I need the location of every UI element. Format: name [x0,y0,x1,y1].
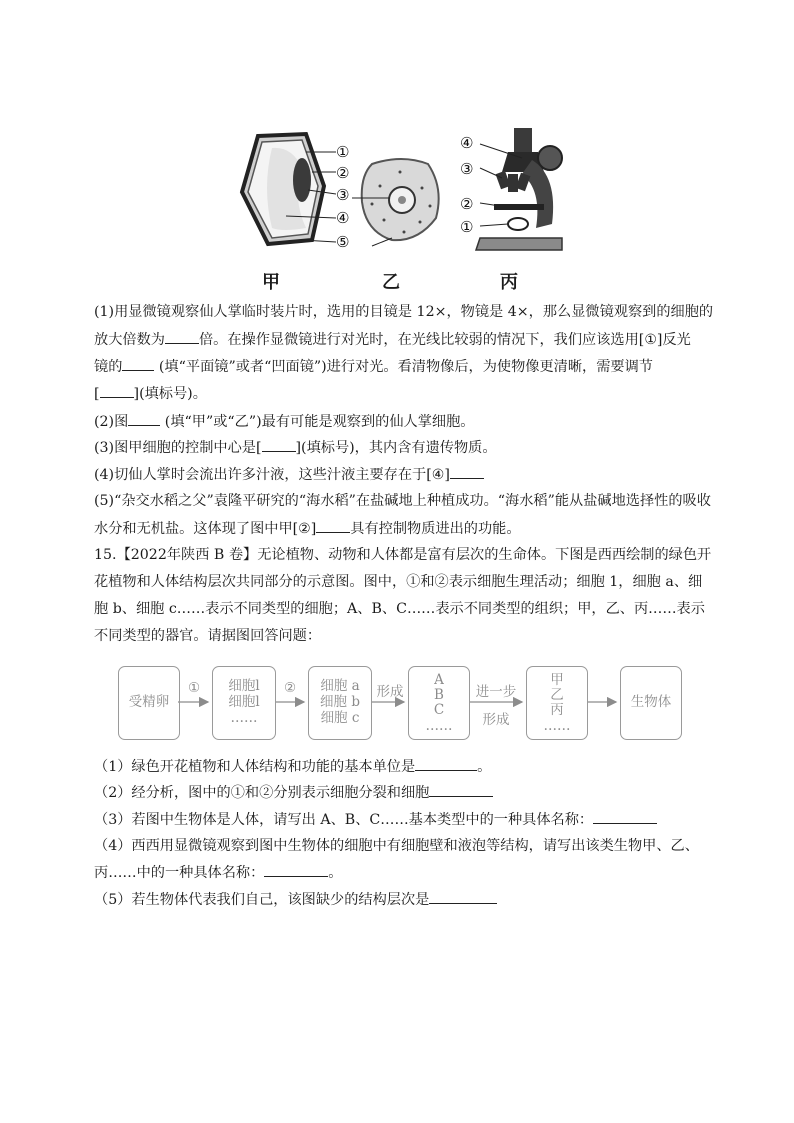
answer-blank[interactable] [128,411,160,426]
label-bing: 丙 [500,272,518,293]
flow-box-cells: 细胞l 细胞l …… [212,666,276,740]
answer-blank[interactable] [262,437,296,452]
q14-line-2: 放大倍数为 倍。在操作显微镜进行对光时，在光线比较弱的情况下，我们应该选用[①]反光 [94,329,691,350]
q15-sub-2: （2）经分析，图中的①和②分别表示细胞分裂和细胞 [94,782,493,803]
q14-line-8: (5)“杂交水稻之父”袁隆平研究的“海水稻”在盐碱地上种植成功。“海水稻”能从盐碱地选择性的吸收 [94,493,711,509]
answer-blank[interactable] [122,356,154,371]
q14-line-3: 镜的 (填“平面镜”或者“凹面镜”)进行对光。看清物像后，为使物像更清晰，需要调节 [94,356,653,377]
answer-blank[interactable] [100,383,134,398]
q14-line-5: (2)图 (填“甲”或“乙”)最有可能是观察到的仙人掌细胞。 [94,411,474,432]
flow-box-cell-types: 细胞 a 细胞 b 细胞 c [308,666,372,740]
flow-box-tissues: A B C …… [408,666,470,740]
marker-3: ③ [336,186,350,204]
q15-line-4: 不同类型的器官。请据图回答问题： [94,628,322,644]
q15-line-2: 花植物和人体结构层次共同部分的示意图。图中，①和②表示细胞生理活动；细胞 1，细胞 a、细 [94,574,703,590]
plant-cell-drawing [242,134,336,244]
answer-blank[interactable] [429,782,493,797]
answer-blank[interactable] [593,809,657,824]
q15-line-1: 15.【2022年陕西 B 卷】无论植物、动物和人体都是富有层次的生命体。下图是西西绘制的绿色开 [94,547,712,563]
answer-blank[interactable] [429,889,497,904]
marker-4: ④ [336,209,350,227]
answer-blank[interactable] [450,464,484,479]
structure-level-flowchart [114,664,684,744]
answer-blank[interactable] [165,329,199,344]
marker-2: ② [460,195,474,213]
flow-step-further: 进一步 [475,684,517,700]
q14-line-4: [ ](填标号)。 [94,383,207,404]
marker-1: ① [336,143,350,161]
q15-sub-1: （1）绿色开花植物和人体结构和功能的基本单位是 。 [94,756,491,777]
flow-arrows [114,664,684,744]
marker-2: ② [336,164,350,182]
q15-sub-4: （4）西西用显微镜观察到图中生物体的细胞中有细胞壁和液泡等结构，请写出该类生物甲、乙、 [94,838,699,854]
flow-box-zygote: 受精卵 [118,666,180,740]
answer-blank[interactable] [264,862,328,877]
q14-line-6: (3)图甲细胞的控制中心是[ ](填标号)，其内含有遗传物质。 [94,437,497,458]
jia-markers [336,143,349,251]
marker-1: ① [460,218,474,236]
q14-line-9: 水分和无机盐。这体现了图中甲[②] 具有控制物质进出的功能。 [94,518,521,539]
marker-3: ③ [460,160,474,178]
animal-cell-drawing [352,159,439,246]
marker-4: ④ [460,134,474,152]
marker-5: ⑤ [336,233,350,251]
q15-sub-5: （5）若生物体代表我们自己，该图缺少的结构层次是 [94,889,497,910]
answer-blank[interactable] [415,756,477,771]
label-jia: 甲 [262,272,280,293]
cell-microscope-figure [232,128,568,296]
q15-sub-3: （3）若图中生物体是人体，请写出 A、B、C……基本类型中的一种具体名称： [94,809,657,830]
bing-markers [460,134,473,236]
label-yi: 乙 [382,272,400,293]
microscope-drawing [476,128,562,250]
q14-line-7: (4)切仙人掌时会流出许多汁液，这些汁液主要存在于[④] [94,464,484,485]
q14-line-1: (1)用显微镜观察仙人掌临时装片时，选用的目镜是 12×，物镜是 4×，那么显微镜观察到的细胞的 [94,304,714,320]
flow-box-organs: 甲 乙 丙 …… [526,666,588,740]
flow-step-2: ② [283,680,297,696]
flow-box-organism: 生物体 [620,666,682,740]
flow-step-further-form: 形成 [482,712,510,728]
flow-step-form: 形成 [376,684,404,700]
answer-blank[interactable] [316,518,350,533]
q15-sub-4-cont: 丙……中的一种具体名称： 。 [94,862,342,883]
q15-line-3: 胞 b、细胞 c……表示不同类型的细胞；A、B、C……表示不同类型的组织；甲，乙、丙……表示 [94,601,705,617]
flow-step-1: ① [187,680,201,696]
